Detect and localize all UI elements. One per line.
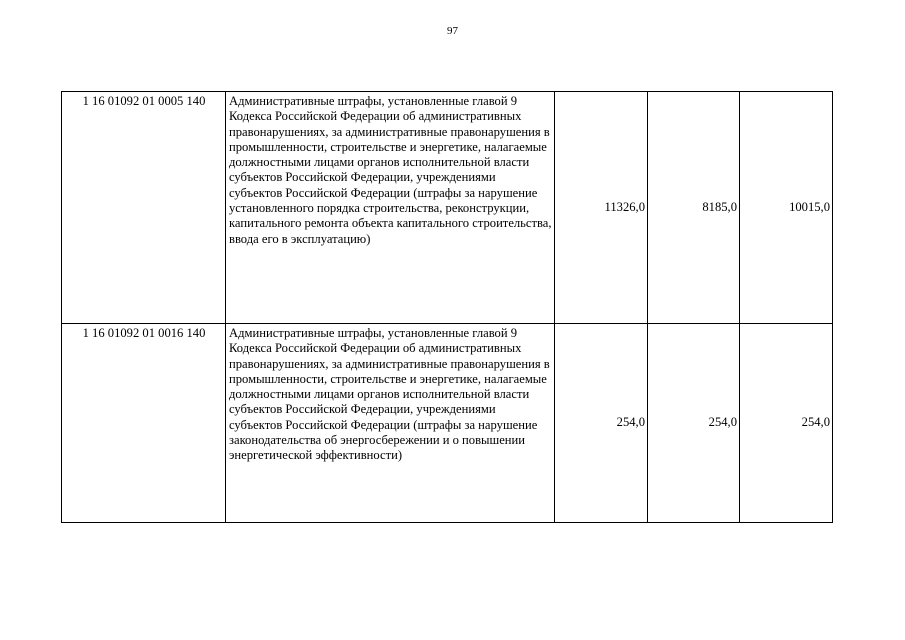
table-row [62, 324, 833, 523]
amount-year-3: 10015,0 [740, 92, 833, 324]
amount-year-2: 254,0 [648, 324, 740, 523]
revenue-description: Административные штрафы, установленные главой 9 Кодекса Российской Федерации об административных правонарушениях, за административные правонарушения в промышленности, строительстве и энергетике, налагаемые должностными лицами органов исполнительной власти субъектов Российской Федерации, учреждениями субъектов Российской Федерации (штрафы за нарушение установленного порядка строительства, реконструкции, капитального ремонта объекта капитального строительства, ввода его в эксплуатацию) [226, 92, 555, 324]
page-number: 97 [447, 25, 458, 37]
table-row [62, 92, 833, 324]
amount-year-1: 11326,0 [555, 92, 648, 324]
budget-revenue-table [61, 91, 833, 523]
budget-classification-code: 1 16 01092 01 0016 140 [62, 324, 226, 523]
amount-year-3: 254,0 [740, 324, 833, 523]
budget-classification-code: 1 16 01092 01 0005 140 [62, 92, 226, 324]
revenue-description: Административные штрафы, установленные главой 9 Кодекса Российской Федерации об административных правонарушениях, за административные правонарушения в промышленности, строительстве и энергетике, налагаемые должностными лицами органов исполнительной власти субъектов Российской Федерации, учреждениями субъектов Российской Федерации (штрафы за нарушение законодательства об энергосбережении и о повышении энергетической эффективности) [226, 324, 555, 523]
amount-year-1: 254,0 [555, 324, 648, 523]
amount-year-2: 8185,0 [648, 92, 740, 324]
